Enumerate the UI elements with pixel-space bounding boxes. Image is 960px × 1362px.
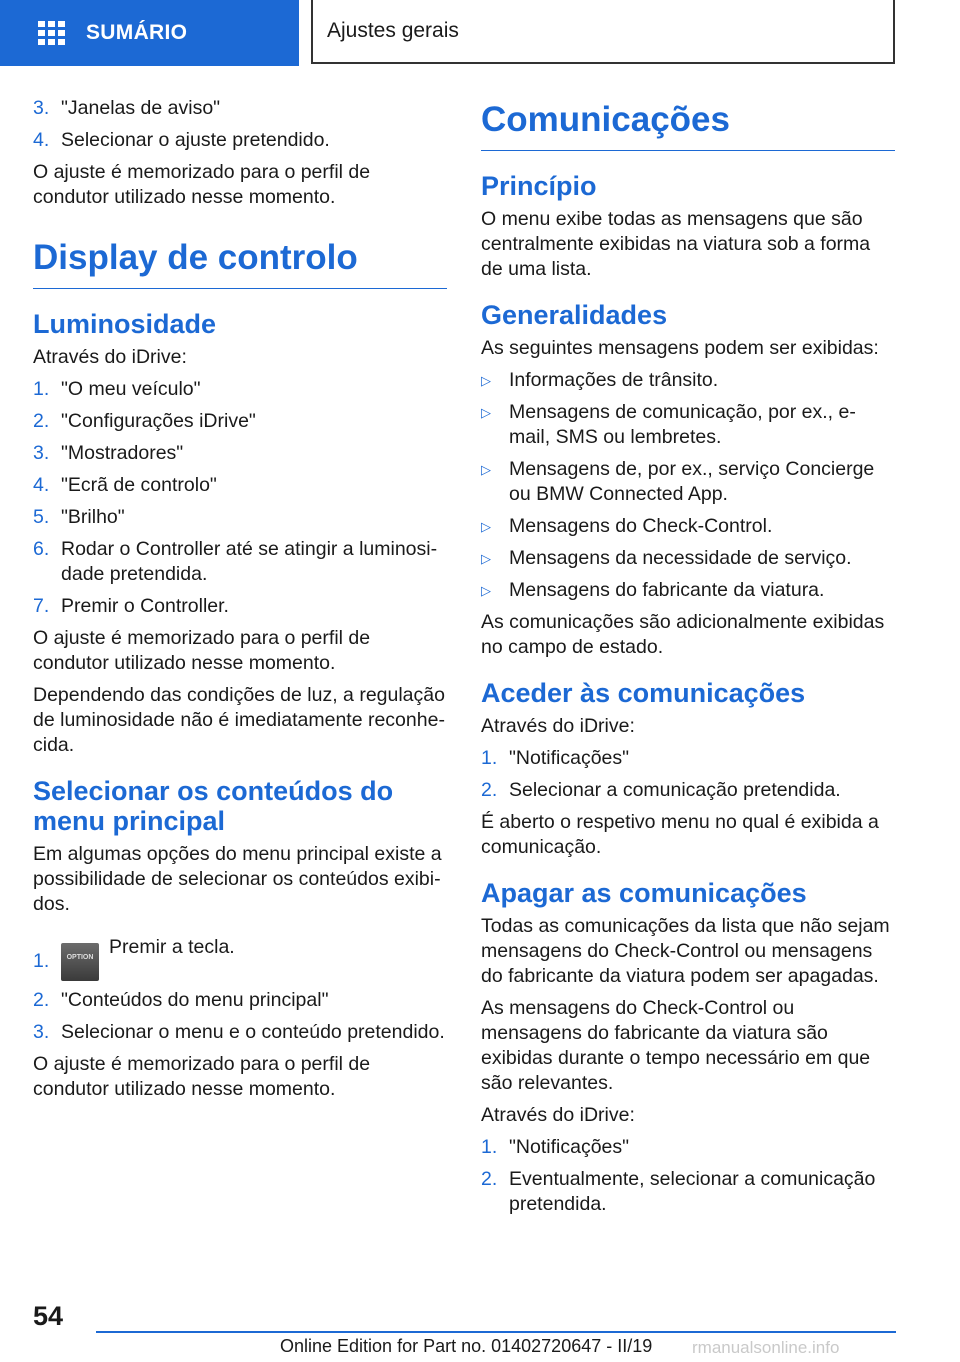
list-item: [33, 377, 447, 402]
list-item: [33, 935, 447, 981]
step-text: "Notificações": [509, 747, 630, 769]
step-text-wrapper: [61, 935, 235, 981]
bullet-item: [481, 546, 895, 571]
left-column: [33, 96, 447, 1109]
step-number: 2.: [481, 1168, 498, 1190]
bullet-triangle-icon: ▷: [481, 551, 491, 566]
step-text: "Brilho": [61, 506, 125, 528]
list-item: [481, 1135, 895, 1160]
bullet-triangle-icon: ▷: [481, 405, 491, 420]
step-text: Selecionar o menu e o conteúdo pretendido.: [61, 1021, 445, 1043]
contents-button[interactable]: [0, 0, 299, 66]
paragraph: Em algumas opções do menu principal existe a possibilidade de selecionar os conteúdos exibidos.: [33, 843, 442, 915]
paragraph: As comunicações são adicionalmente exibidas no campo de estado.: [481, 611, 885, 658]
list-item: [33, 409, 447, 434]
paragraph: Através do iDrive:: [481, 715, 635, 737]
list-item: [33, 594, 447, 619]
paragraph: As mensagens do Check-Control ou mensagens do fabricante da viatura são exibidas durante o tempo necessário em que são relevantes.: [481, 997, 871, 1094]
subheading: Aceder às comunicações: [481, 678, 806, 708]
paragraph: Através do iDrive:: [33, 346, 187, 368]
step-number: 1.: [33, 950, 50, 972]
paragraph: É aberto o respetivo menu no qual é exibida a comunicação.: [481, 811, 879, 858]
bullet-text: Mensagens do Check-Control.: [509, 515, 773, 537]
step-number: 4.: [33, 129, 50, 151]
bullet-text: Mensagens de comunicação, por ex., e-mail, SMS ou lembretes.: [509, 401, 856, 448]
bullet-triangle-icon: ▷: [481, 519, 491, 534]
step-number: 2.: [33, 410, 50, 432]
bullet-item: [481, 578, 895, 603]
edition-note: Online Edition for Part no. 01402720647 - II/19: [280, 1336, 653, 1356]
list-item: [33, 988, 447, 1013]
step-number: 3.: [33, 442, 50, 464]
list-item: [33, 505, 447, 530]
step-number: 1.: [481, 747, 498, 769]
bullet-text: Mensagens da necessidade de serviço.: [509, 547, 852, 569]
list-item: [33, 441, 447, 466]
paragraph: O ajuste é memorizado para o perfil de condutor utilizado nesse momento.: [33, 1053, 371, 1100]
paragraph: As seguintes mensagens podem ser exibidas:: [481, 337, 879, 359]
bullet-text: Mensagens do fabricante da viatura.: [509, 579, 825, 601]
step-number: 3.: [33, 97, 50, 119]
step-text: Premir a tecla.: [109, 936, 235, 958]
step-text: Selecionar o ajuste pretendido.: [61, 129, 330, 151]
paragraph: Todas as comunicações da lista que não sejam mensagens do Check-Control ou mensagens do fabricante da viatura podem ser apagadas.: [481, 915, 890, 987]
step-text: Premir o Controller.: [61, 595, 229, 617]
bullet-item: [481, 457, 895, 507]
step-text: Eventualmente, selecionar a comunicação pretendida.: [509, 1168, 876, 1215]
step-number: 1.: [481, 1136, 498, 1158]
step-text: Selecionar a comunicação pretendida.: [509, 779, 841, 801]
paragraph: Dependendo das condições de luz, a regulação de luminosidade não é imediatamente reconhecida.: [33, 684, 445, 756]
list-item: [481, 1167, 895, 1217]
contents-label: SUMÁRIO: [86, 21, 188, 44]
step-number: 2.: [481, 779, 498, 801]
step-number: 5.: [33, 506, 50, 528]
step-number: 3.: [33, 1021, 50, 1043]
list-item: [33, 537, 447, 587]
list-item: [33, 1020, 447, 1045]
paragraph: O ajuste é memorizado para o perfil de condutor utilizado nesse momento.: [33, 161, 371, 208]
list-item: [33, 96, 447, 121]
step-text: "Mostradores": [61, 442, 184, 464]
list-item: [33, 473, 447, 498]
section-title: Comunicações: [481, 100, 895, 151]
bullet-text: Mensagens de, por ex., serviço Concierge ou BMW Connected App.: [509, 458, 875, 505]
section-tab[interactable]: [311, 0, 895, 64]
page-number: 54: [33, 1301, 64, 1331]
list-item: [33, 128, 447, 153]
list-item: [481, 778, 895, 803]
step-number: 6.: [33, 538, 50, 560]
grid-menu-icon: [38, 21, 66, 45]
section-title: Display de controlo: [33, 238, 447, 289]
bullet-triangle-icon: ▷: [481, 583, 491, 598]
right-column: [481, 88, 895, 1224]
watermark: rmanualsonline.info: [692, 1338, 840, 1357]
list-item: [481, 746, 895, 771]
bullet-triangle-icon: ▷: [481, 462, 491, 477]
bullet-item: [481, 368, 895, 393]
bullet-item: [481, 400, 895, 450]
subheading: Generalidades: [481, 300, 668, 330]
step-text: "Janelas de aviso": [61, 97, 221, 119]
footer-divider: [96, 1331, 896, 1333]
step-text: "Ecrã de controlo": [61, 474, 217, 496]
subheading: Luminosidade: [33, 309, 217, 339]
step-text: "Notificações": [509, 1136, 630, 1158]
paragraph: O ajuste é memorizado para o perfil de condutor utilizado nesse momento.: [33, 627, 371, 674]
top-navigation-bar: [0, 0, 960, 66]
option-key-icon: OPTION: [61, 943, 99, 981]
step-text: Rodar o Controller até se atingir a luminosidade pretendida.: [61, 538, 438, 585]
step-text: "Configurações iDrive": [61, 410, 256, 432]
bullet-item: [481, 514, 895, 539]
subheading: Selecionar os conteúdos do menu principal: [33, 776, 394, 836]
bullet-triangle-icon: ▷: [481, 373, 491, 388]
bullet-text: Informações de trânsito.: [509, 369, 719, 391]
section-tab-label: Ajustes gerais: [327, 19, 459, 42]
paragraph: O menu exibe todas as mensagens que são centralmente exibidas na viatura sob a forma de uma lista.: [481, 208, 871, 280]
subheading: Princípio: [481, 171, 597, 201]
step-number: 2.: [33, 989, 50, 1011]
step-text: "Conteúdos do menu principal": [61, 989, 329, 1011]
paragraph: Através do iDrive:: [481, 1104, 635, 1126]
step-number: 7.: [33, 595, 50, 617]
step-text: "O meu veículo": [61, 378, 201, 400]
step-number: 4.: [33, 474, 50, 496]
subheading: Apagar as comunicações: [481, 878, 807, 908]
step-number: 1.: [33, 378, 50, 400]
